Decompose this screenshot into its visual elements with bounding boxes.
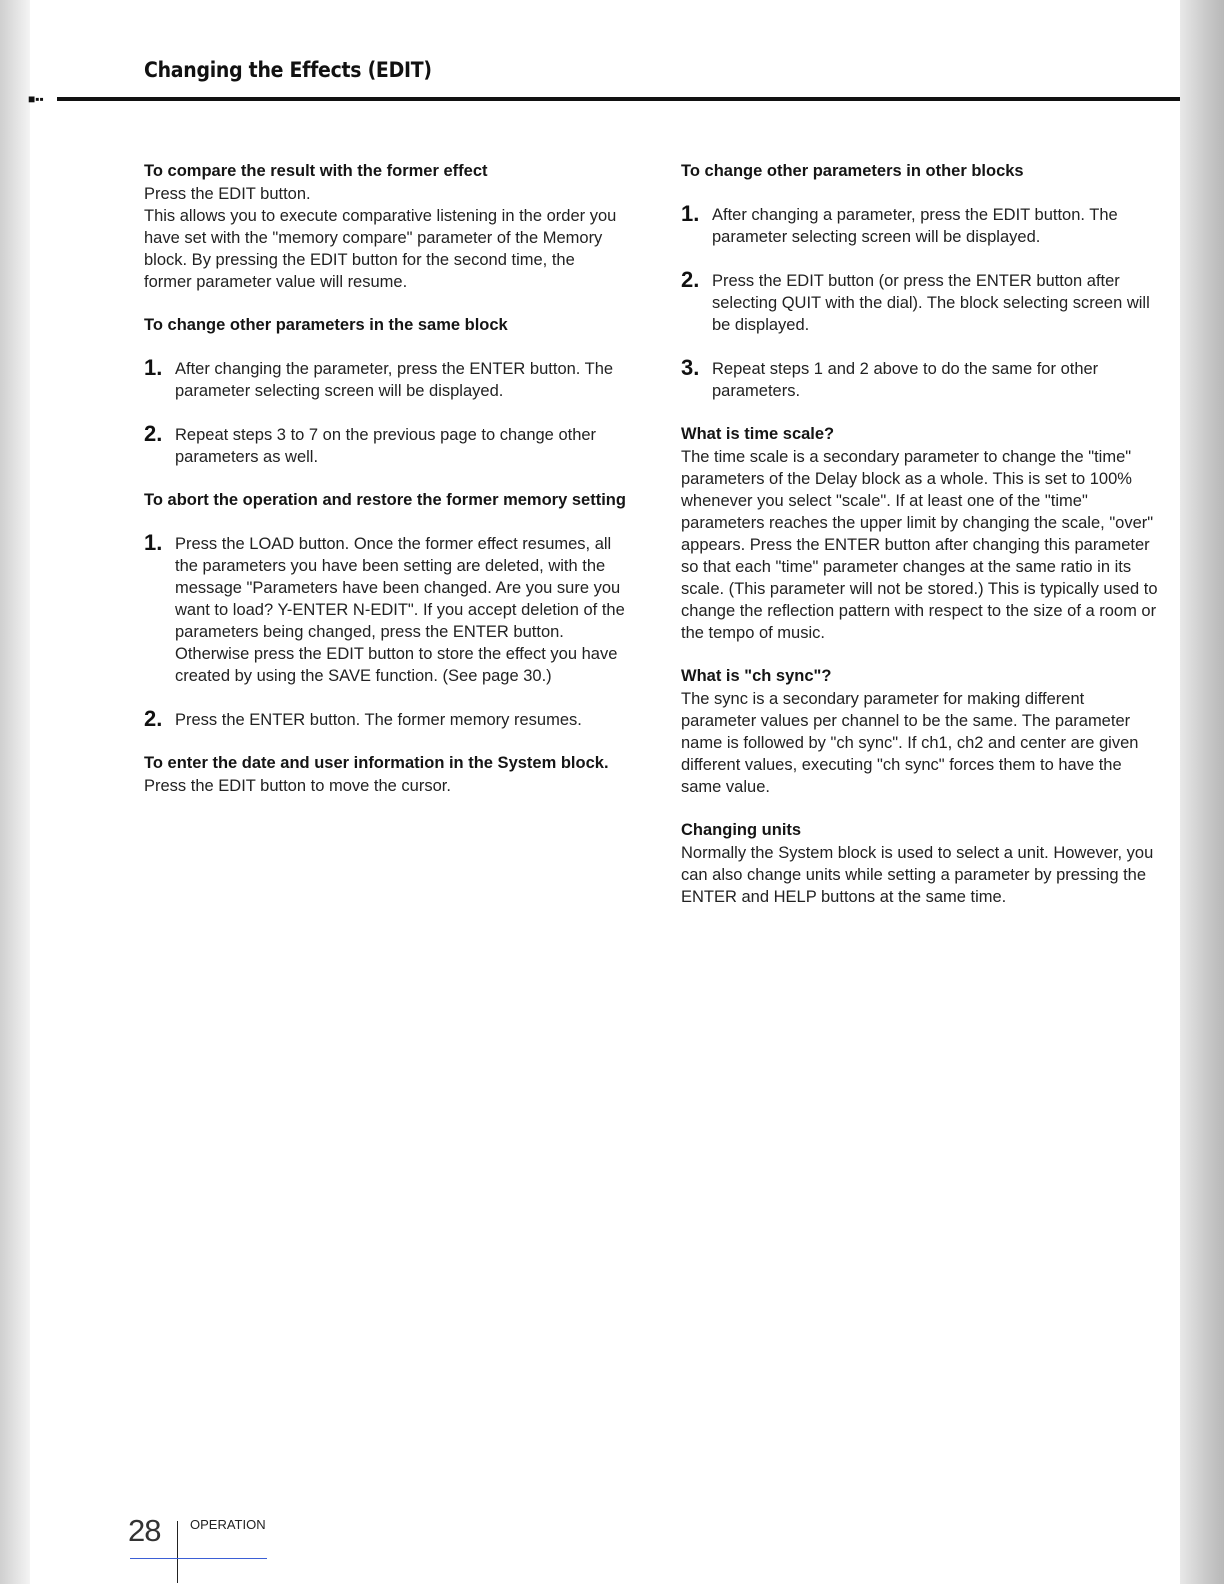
step-item: [144, 530, 626, 687]
step-number: 1.: [144, 355, 163, 380]
section-ch-sync: [681, 665, 1163, 798]
step-item: [144, 706, 626, 731]
section-heading: To abort the operation and restore the former memory setting: [144, 491, 626, 509]
section-same-block: [144, 314, 626, 468]
step-item: [144, 355, 626, 402]
step-item: [681, 355, 1163, 402]
corner-mark: ■▪▪: [28, 92, 44, 106]
section-body: Normally the System block is used to select a unit. However, you can also change units while setting a parameter by pressing the ENTER and HELP buttons at the same time.: [681, 844, 1154, 906]
section-heading: To compare the result with the former effect: [144, 162, 488, 180]
right-column: [681, 160, 1163, 908]
section-body: This allows you to execute comparative listening in the order you have set with the "memory compare" parameter of the Memory block. By pressing the EDIT button for the second time, the former parameter value will resume.: [144, 207, 617, 291]
section-line: Press the EDIT button.: [144, 185, 311, 203]
footer-divider: [177, 1521, 178, 1583]
section-abort: [144, 489, 626, 731]
step-text: Repeat steps 1 and 2 above to do the same for other parameters.: [712, 360, 1099, 400]
step-item: [681, 201, 1163, 248]
step-number: 2.: [144, 421, 163, 446]
section-body: The sync is a secondary parameter for making different parameter values per channel to be the same. The parameter name is followed by "ch sync". If ch1, ch2 and center are given different values, executing "ch sync" forces them to have the same value.: [681, 690, 1139, 796]
step-text: Press the LOAD button. Once the former effect resumes, all the parameters you have been setting are deleted, with the message "Parameters have been changed. Are you sure you want to load? Y-ENTER N-EDIT". If you accept deletion of the parameters being changed, press the ENTER button. Otherwise press the EDIT button to store the effect you have created by using the SAVE function. (See page 30.): [175, 535, 625, 685]
footer-underline: [130, 1558, 267, 1559]
section-heading: To enter the date and user information in the System block.: [144, 754, 609, 772]
page-number: 28: [128, 1513, 161, 1548]
footer-section-label: OPERATION: [190, 1517, 266, 1532]
step-number: 1.: [144, 530, 163, 555]
step-text: Press the ENTER button. The former memory resumes.: [175, 711, 582, 729]
page-left-edge-shadow: [0, 0, 30, 1584]
section-body: Press the EDIT button to move the cursor.: [144, 777, 451, 795]
step-item: [144, 421, 626, 468]
step-text: After changing a parameter, press the EDIT button. The parameter selecting screen will be displayed.: [712, 206, 1118, 246]
step-text: Press the EDIT button (or press the ENTER button after selecting QUIT with the dial). The block selecting screen will be displayed.: [712, 272, 1150, 334]
page-right-edge-shadow: [1180, 0, 1224, 1584]
section-system: [144, 752, 626, 797]
step-text: Repeat steps 3 to 7 on the previous page to change other parameters as well.: [175, 426, 597, 466]
left-column: [144, 160, 626, 797]
section-heading: To change other parameters in other blocks: [681, 162, 1024, 180]
section-heading: Changing units: [681, 821, 802, 839]
section-heading: What is time scale?: [681, 425, 835, 443]
step-number: 2.: [144, 706, 163, 731]
step-item: [681, 267, 1163, 336]
step-number: 2.: [681, 267, 700, 292]
section-time-scale: [681, 423, 1163, 644]
page-title: Changing the Effects (EDIT): [144, 58, 432, 82]
section-heading: To change other parameters in the same block: [144, 316, 508, 334]
section-compare: [144, 160, 626, 293]
section-body: The time scale is a secondary parameter to change the "time" parameters of the Delay block as a whole. This is set to 100% whenever you select "scale". If at least one of the "time" parameters reaches the upper limit by changing the scale, "over" appears. Press the ENTER button after changing this parameter so that each "time" parameter changes at the same ratio in its scale. (This parameter will not be stored.) This is typically used to change the reflection pattern with respect to the size of a room or the tempo of music.: [681, 448, 1158, 642]
step-text: After changing the parameter, press the ENTER button. The parameter selecting screen will be displayed.: [175, 360, 614, 400]
section-heading: What is "ch sync"?: [681, 667, 832, 685]
step-number: 3.: [681, 355, 700, 380]
title-rule: [57, 97, 1180, 101]
section-units: [681, 819, 1163, 908]
section-other-blocks: [681, 160, 1163, 402]
step-number: 1.: [681, 201, 700, 226]
